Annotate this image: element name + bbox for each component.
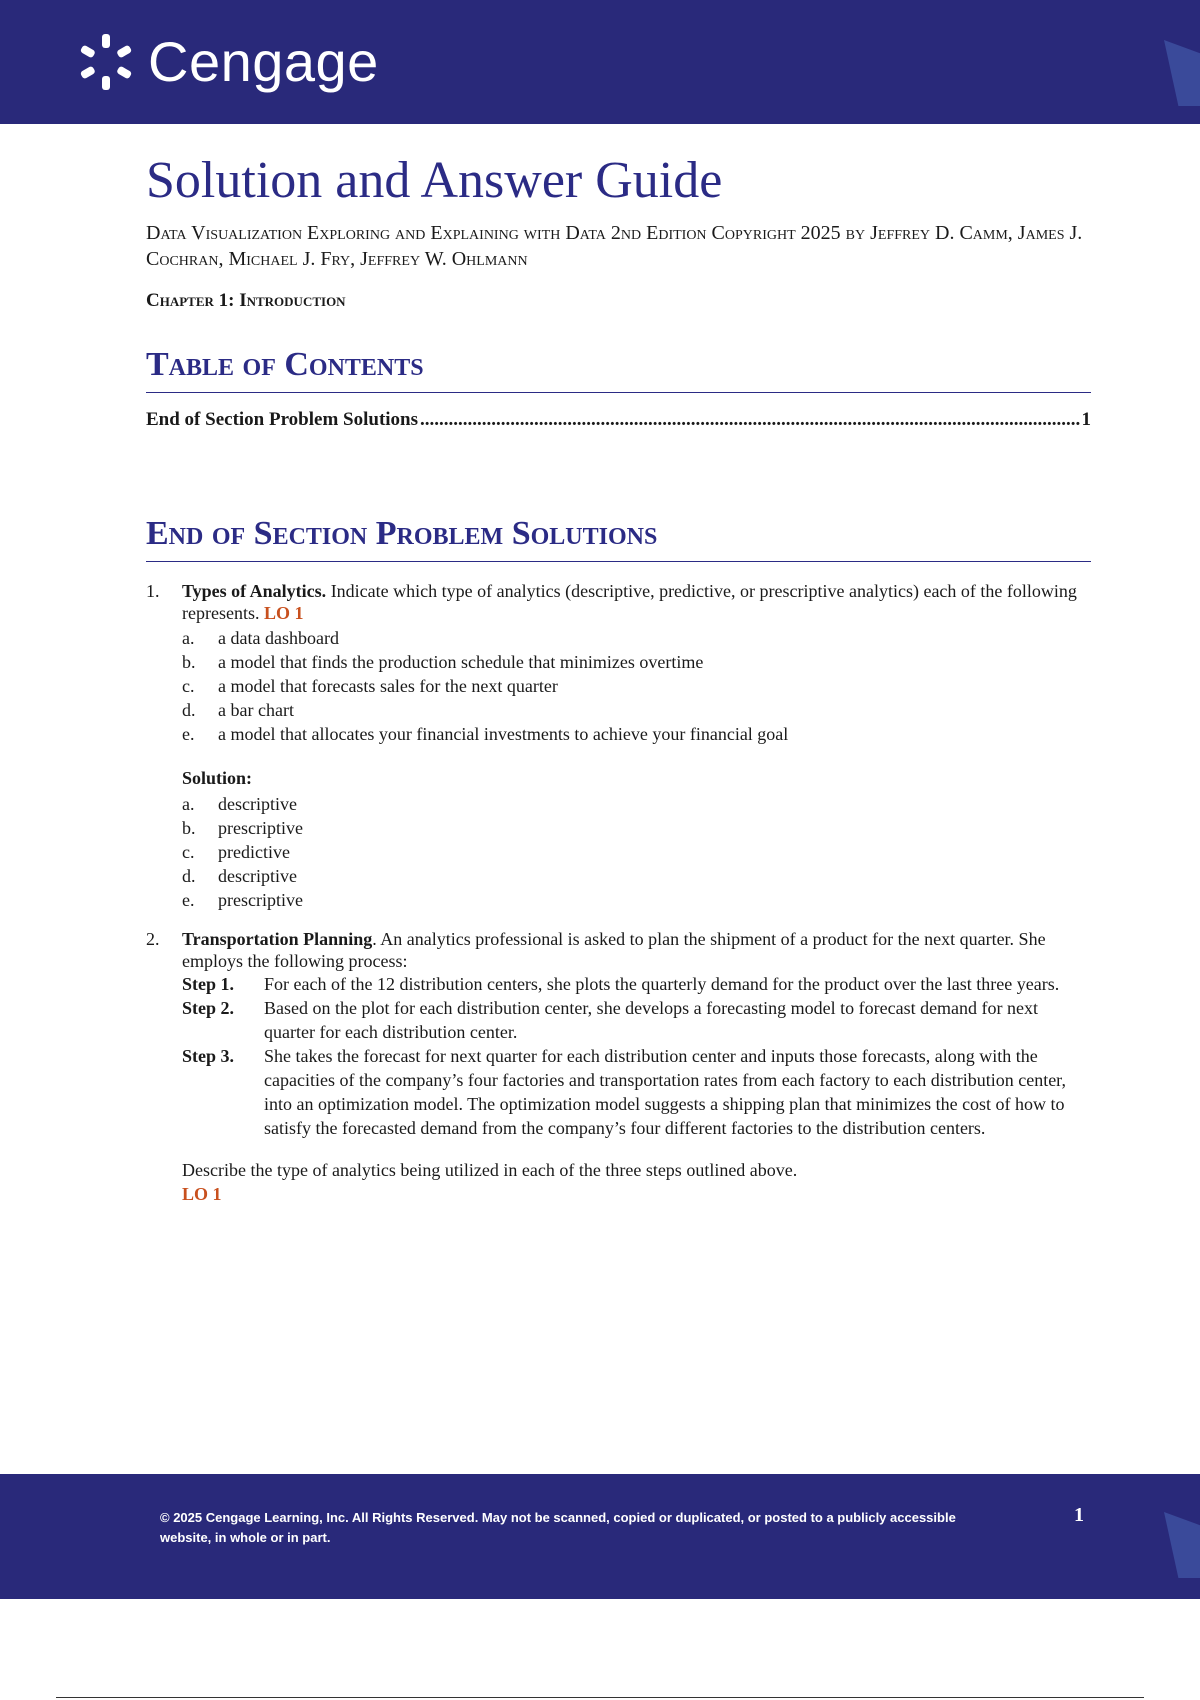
cengage-logo[interactable] bbox=[74, 30, 379, 94]
header-corner-decoration bbox=[1164, 40, 1200, 106]
list-item bbox=[182, 626, 1091, 650]
problem-text: . An analytics professional is asked to plan the shipment of a product for the next quarter. She employs the following process: bbox=[182, 929, 1046, 971]
problem-1-statement bbox=[146, 580, 1091, 912]
list-item bbox=[182, 722, 1091, 746]
footer-corner-decoration bbox=[1164, 1512, 1200, 1578]
list-item-text: a model that finds the production schedule that minimizes overtime bbox=[218, 652, 704, 672]
list-item-letter: a. bbox=[182, 628, 195, 648]
solution-item bbox=[182, 816, 1091, 840]
problem-title: Transportation Planning bbox=[182, 929, 373, 949]
page-title: Solution and Answer Guide bbox=[146, 152, 723, 209]
solution-item bbox=[182, 864, 1091, 888]
copyright-notice: © 2025 Cengage Learning, Inc. All Rights Reserved. May not be scanned, copied or duplicated, or posted to a publicly accessible website, in whole or in part. bbox=[160, 1510, 956, 1545]
step-item bbox=[182, 972, 1091, 996]
step-text: Based on the plot for each distribution center, she develops a forecasting model to forecast demand for next quarter for each distribution center. bbox=[264, 998, 1039, 1042]
solution-text: descriptive bbox=[218, 794, 297, 814]
list-item-letter: c. bbox=[182, 842, 195, 862]
document-subtitle: Data Visualization Exploring and Explaining with Data 2nd Edition Copyright 2025 by Jeffrey D. Camm, James J. Cochran, Michael J. Fry, Jeffrey W. Ohlmann bbox=[146, 222, 1083, 270]
problem-1 bbox=[146, 580, 1091, 912]
toc-leader-dots bbox=[420, 409, 1079, 431]
list-item-letter: d. bbox=[182, 700, 196, 720]
toc-entry-page: 1 bbox=[1081, 409, 1091, 430]
solution-item bbox=[182, 840, 1091, 864]
learning-objective-tag: LO 1 bbox=[182, 1184, 222, 1204]
problem-question bbox=[182, 1158, 822, 1206]
step-label: Step 1. bbox=[182, 974, 235, 994]
problem-2-statement bbox=[146, 928, 1091, 1206]
problem-body bbox=[182, 580, 1091, 912]
list-item-text: a model that forecasts sales for the next quarter bbox=[218, 676, 558, 696]
list-item-text: a model that allocates your financial investments to achieve your financial goal bbox=[218, 724, 789, 744]
step-item bbox=[182, 996, 1091, 1044]
problem-number: 1. bbox=[146, 581, 160, 601]
bottom-divider bbox=[56, 1697, 1144, 1698]
page-content bbox=[146, 124, 1091, 1206]
list-item-letter: c. bbox=[182, 676, 195, 696]
list-item bbox=[182, 674, 1091, 698]
problem-title: Types of Analytics. bbox=[182, 581, 327, 601]
header-band bbox=[0, 0, 1200, 124]
problem-body bbox=[182, 928, 1091, 1206]
solution-text: predictive bbox=[218, 842, 290, 862]
list-item bbox=[182, 698, 1091, 722]
problem-2 bbox=[146, 928, 1091, 1206]
list-item bbox=[182, 650, 1091, 674]
step-text: For each of the 12 distribution centers, she plots the quarterly demand for the product over the last three years. bbox=[264, 974, 1060, 994]
step-text: She takes the forecast for next quarter for each distribution center and inputs those forecasts, along with the capacities of the company’s four factories and transportation rates from each factory to each distribution center, into an optimization model. The optimization model suggests a shipping plan that minimizes the cost of how to satisfy the forecasted demand from the company’s four different factories to the distribution centers. bbox=[264, 1046, 1066, 1138]
step-item bbox=[182, 1044, 1091, 1140]
step-label: Step 2. bbox=[182, 998, 235, 1018]
problem-1-items bbox=[182, 626, 1091, 746]
toc-entry[interactable] bbox=[146, 409, 1091, 431]
solution-items bbox=[182, 792, 1091, 912]
list-item-letter: a. bbox=[182, 794, 195, 814]
problem-text: Indicate which type of analytics (descriptive, predictive, or prescriptive analytics) each of the following represents. bbox=[182, 581, 1077, 623]
list-item-letter: e. bbox=[182, 890, 195, 910]
step-label: Step 3. bbox=[182, 1046, 235, 1066]
toc-heading: Table of Contents bbox=[146, 346, 1091, 393]
section-heading: End of Section Problem Solutions bbox=[146, 515, 1091, 562]
solution-text: descriptive bbox=[218, 866, 297, 886]
solution-text: prescriptive bbox=[218, 818, 303, 838]
solution-item bbox=[182, 792, 1091, 816]
list-item-text: a data dashboard bbox=[218, 628, 339, 648]
solution-item bbox=[182, 888, 1091, 912]
toc-entry-label: End of Section Problem Solutions bbox=[146, 409, 419, 430]
page-number: 1 bbox=[1074, 1504, 1084, 1526]
cengage-logo-icon bbox=[74, 30, 138, 94]
learning-objective-tag: LO 1 bbox=[263, 603, 304, 623]
list-item-letter: e. bbox=[182, 724, 195, 744]
logo-text: Cengage bbox=[148, 30, 379, 93]
list-item-letter: d. bbox=[182, 866, 196, 886]
problem-number: 2. bbox=[146, 929, 160, 949]
question-text: Describe the type of analytics being utilized in each of the three steps outlined above. bbox=[182, 1160, 798, 1180]
list-item-text: a bar chart bbox=[218, 700, 294, 720]
solution-label: Solution: bbox=[182, 768, 253, 788]
footer-band bbox=[0, 1474, 1200, 1599]
chapter-heading: Chapter 1: Introduction bbox=[146, 290, 346, 311]
solution-text: prescriptive bbox=[218, 890, 303, 910]
list-item-letter: b. bbox=[182, 818, 196, 838]
list-item-letter: b. bbox=[182, 652, 196, 672]
